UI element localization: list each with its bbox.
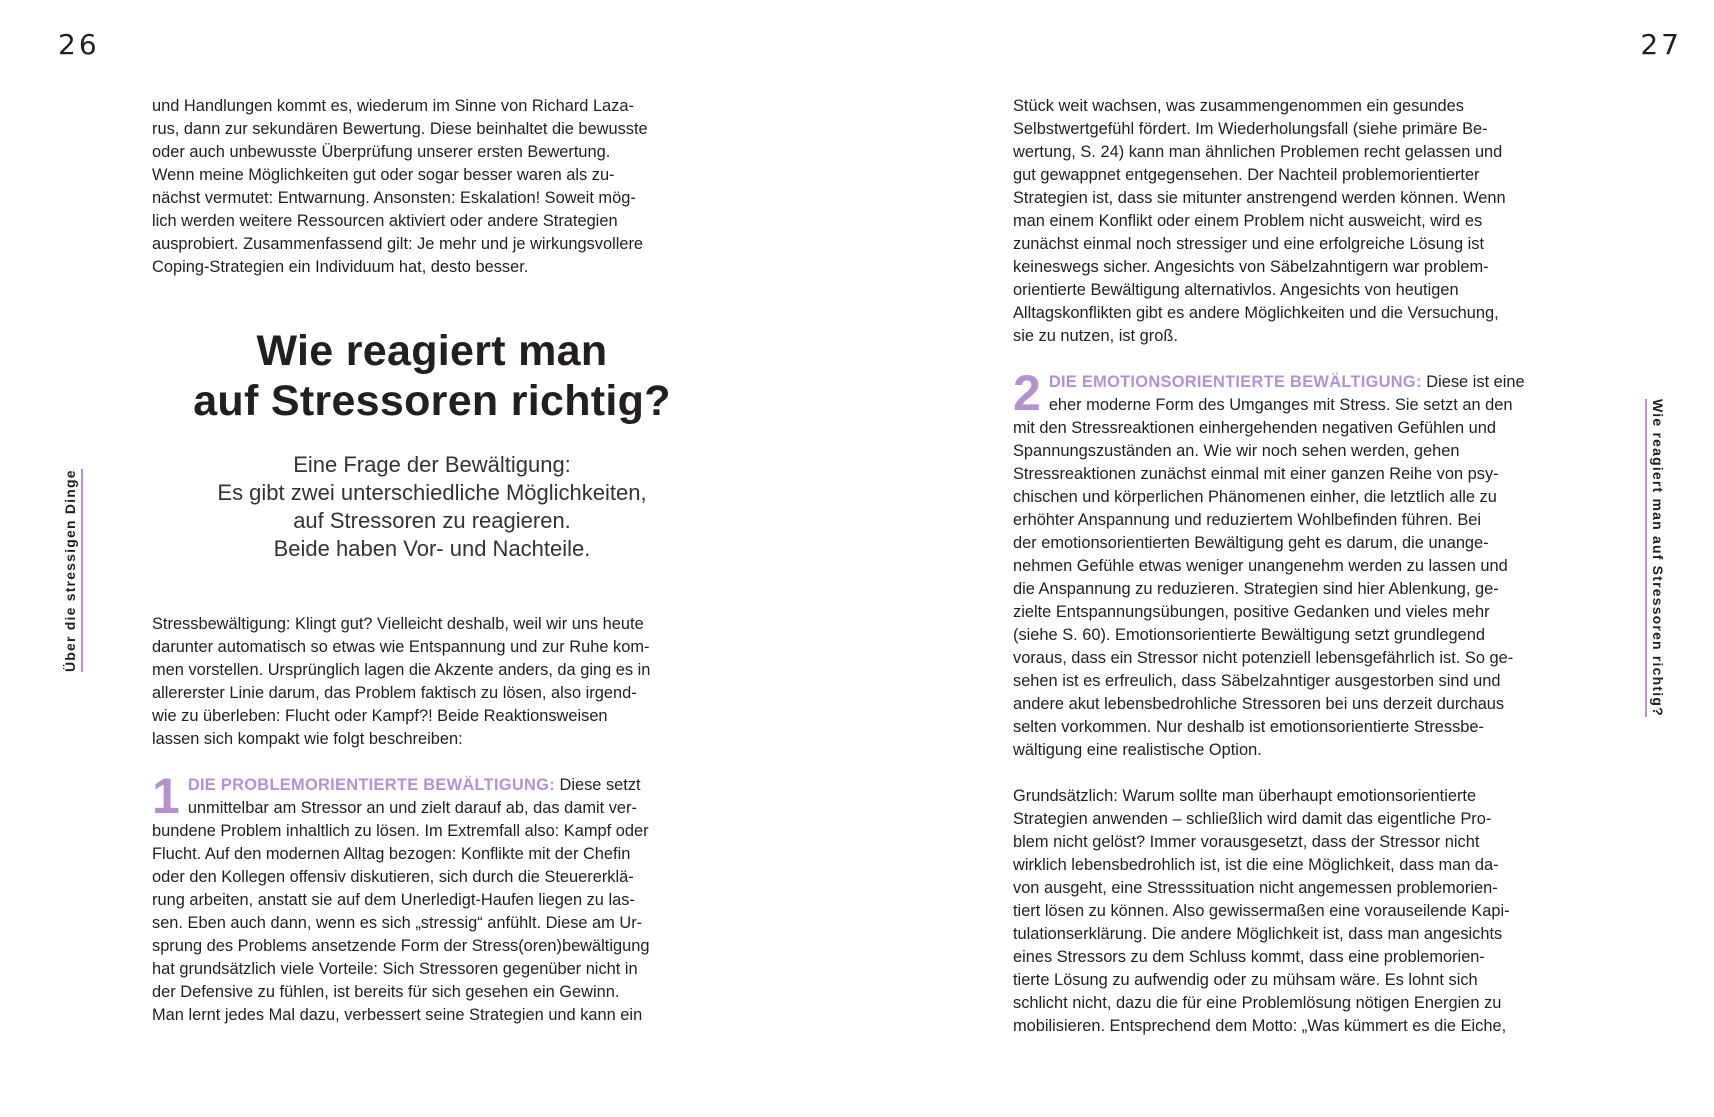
left-intro-paragraph: und Handlungen kommt es, wiederum im Sinne von Richard Laza- rus, dann zur sekundären Bewertung. Diese beinhaltet die bewusste oder auch unbewusste Überprüfung unserer ersten Bewertung. Wenn meine Möglichkeiten gut oder sogar besser waren als zu- nächst vermutet: Entwarnung. Ansonsten: Eskalation! Soweit mög- lich werden weitere Ressourcen aktiviert oder andere Strategien ausprobiert. Zusammenfassend gilt: Je mehr und je wirkungsvollere Coping-Strategien ein Individuum hat, desto besser. <box>152 97 648 276</box>
running-head-left-text: Über die stressigen Dinge <box>62 469 83 672</box>
left-page-column <box>152 95 717 1027</box>
item-1-body: bundene Problem inhaltlich zu lösen. Im Extremfall also: Kampf oder Flucht. Auf den modernen Alltag bezogen: Konflikte mit der Chefin oder den Kollegen offensiv diskutieren, sich durch die Steuererklä- rung arbeiten, anstatt sie auf dem Unerledigt-Haufen liegen zu las- sen. Eben auch dann, wenn es sich „stressig“ anfühlt. Diese am Ur- sprung des Problems ansetzende Form der Stress(oren)bewältigung hat grundsätzlich viele Vorteile: Sich Stressoren gegenüber nicht in der Defensive zu fühlen, ist bereits für sich gesehen ein Gewinn. Man lernt jedes Mal dazu, verbessert seine Strategien und kann ein <box>152 822 650 1024</box>
item-2-lead: DIE EMOTIONSORIENTIERTE BEWÄLTIGUNG: <box>1048 373 1422 391</box>
item-1-first-lines: Diese setzt unmittelbar am Stressor an und zielt darauf ab, das damit ver- <box>187 776 641 817</box>
left-body-paragraph: Stressbewältigung: Klingt gut? Vielleicht deshalb, weil wir uns heute darunter automatisch so etwas wie Entspannung und zur Ruhe kom- men vorstellen. Ursprünglich lagen die Akzente anders, da ging es in allererster Linie darum, das Problem faktisch zu lösen, also irgend- wie zu überleben: Flucht oder Kampf?! Beide Reaktionsweisen lassen sich kompakt wie folgt beschreiben: <box>152 615 651 748</box>
right-intro-paragraph: Stück weit wachsen, was zusammengenommen ein gesundes Selbstwertgefühl fördert. Im Wiederholungsfall (siehe primäre Be- wertung, S. 24) kann man ähnlichen Problemen recht gelassen und gut gewappnet entgegensehen. Der Nachteil problemorientierter Strategien ist, dass sie mitunter anstrengend werden können. Wenn man einem Konflikt oder einem Problem nicht ausweicht, wird es zunächst einmal noch stressiger und eine erfolgreiche Lösung ist keineswegs sicher. Angesichts von Säbelzahntigern war problem- orientierte Bewältigung alternativlos. Angesichts von heutigen Alltagskonflikten gibt es andere Möglichkeiten und die Versuchung, sie zu nutzen, ist groß. <box>1013 97 1506 345</box>
page-number-left: 26 <box>58 28 100 61</box>
page-number-right: 27 <box>1640 28 1682 61</box>
right-closing-paragraph: Grundsätzlich: Warum sollte man überhaupt emotionsorientierte Strategien anwenden – schließlich wird damit das eigentliche Pro- blem nicht gelöst? Immer vorausgesetzt, dass der Stressor nicht wirklich lebensbedrohlich ist, ist die eine Möglichkeit, dass man da- von ausgeht, eine Stresssituation nicht angemessen problemorien- tiert lösen zu können. Also gewissermaßen eine vorauseilende Kapi- tulationserklärung. Die andere Möglichkeit ist, dass man angesichts eines Stressors zu dem Schluss kommt, dass eine problemorien- tierte Lösung zu aufwendig oder zu mühsam wäre. Es lohnt sich schlicht nicht, dazu die für eine Problemlösung nötigen Energien zu mobilisieren. Entsprechend dem Motto: „Was kümmert es die Eiche, <box>1013 787 1510 1035</box>
running-head-left <box>62 469 83 672</box>
item-number-2: 2 <box>1013 365 1041 421</box>
running-head-right <box>1645 399 1666 717</box>
numbered-item-2 <box>1013 365 1578 762</box>
item-1-lead: DIE PROBLEMORIENTIERTE BEWÄLTIGUNG: <box>187 776 555 794</box>
item-2-body: mit den Stressreaktionen einhergehenden negativen Gefühlen und Spannungszuständen an. Wie wir noch sehen werden, gehen Stressreaktionen zunächst einmal mit einer ganzen Reihe von psy- chischen und körperlichen Phänomenen einher, die letztlich alle zu erhöhter Anspannung und reduziertem Wohlbefinden führen. Bei der emotionsorientierten Bewältigung geht es darum, die unange- nehmen Gefühle etwas weniger unangenehm werden zu lassen und die Anspannung zu reduzieren. Strategien sind hier Ablenkung, ge- zielte Entspannungsübungen, positive Gedanken und vieles mehr (siehe S. 60). Emotionsorientierte Bewältigung setzt grundlegend voraus, dass ein Stressor nicht potenziell lebensgefährlich ist. So ge- sehen ist es erfreulich, dass Säbelzahntiger ausgestorben sind und andere akut lebensbedrohliche Stressoren bei uns derzeit durchaus selten vorkommen. Nur deshalb ist emotionsorientierte Stressbe- wältigung eine realistische Option. <box>1013 419 1514 759</box>
chapter-heading: Wie reagiert man auf Stressoren richtig? <box>193 327 671 425</box>
numbered-item-1 <box>152 768 717 1027</box>
right-page-column <box>1013 95 1578 1038</box>
item-2-first-lines: Diese ist eine eher moderne Form des Umganges mit Stress. Sie setzt an den <box>1048 373 1525 414</box>
item-number-1: 1 <box>152 768 180 824</box>
chapter-subheading: Eine Frage der Bewältigung: Es gibt zwei unterschiedliche Möglichkeiten, auf Stressoren zu reagieren. Beide haben Vor- und Nachteile. <box>217 452 647 561</box>
running-head-right-text: Wie reagiert man auf Stressoren richtig? <box>1645 399 1666 717</box>
